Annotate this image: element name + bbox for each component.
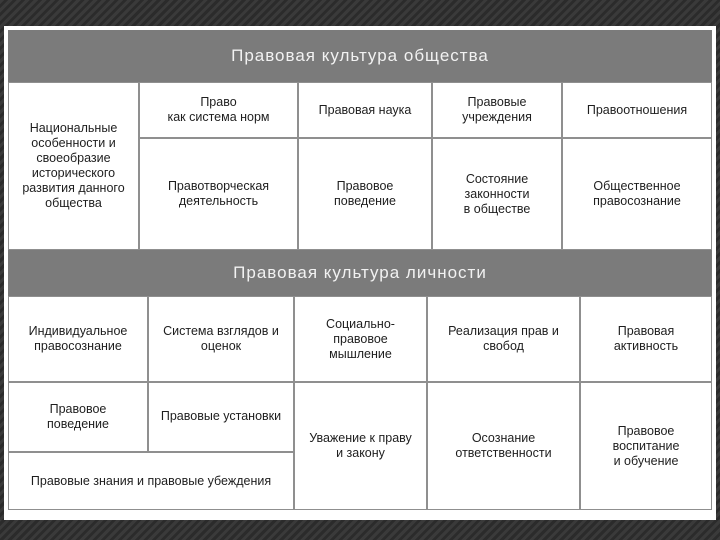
society-header [8, 30, 712, 82]
personality-cell-legal-education: Правовое воспитание и обучение [580, 382, 712, 510]
society-title: Правовая культура общества [231, 46, 489, 65]
society-cell-legal-institutions: Правовые учреждения [432, 82, 562, 138]
personality-cell-responsibility: Осознание ответственности [427, 382, 580, 510]
society-cell-legal-behavior: Правовое поведение [298, 138, 432, 250]
personality-cell-social-legal-thinking: Социально- правовое мышление [294, 296, 427, 382]
society-cell-law-norms: Право как система норм [139, 82, 298, 138]
personality-title: Правовая культура личности [233, 263, 487, 282]
society-cell-lawmaking: Правотворческая деятельность [139, 138, 298, 250]
national-features-cell: Национальные особенности и своеобразие исторического развития данного общества [8, 82, 139, 250]
society-cell-legality-state: Состояние законности в обществе [432, 138, 562, 250]
society-cell-public-consciousness: Общественное правосознание [562, 138, 712, 250]
personality-cell-respect-for-law: Уважение к праву и закону [294, 382, 427, 510]
legal-culture-diagram [4, 26, 716, 520]
society-cell-legal-science: Правовая наука [298, 82, 432, 138]
personality-cell-views-system: Система взглядов и оценок [148, 296, 294, 382]
society-cell-legal-relations: Правоотношения [562, 82, 712, 138]
personality-cell-legal-activity: Правовая активность [580, 296, 712, 382]
personality-header [8, 250, 712, 296]
personality-cell-rights-realization: Реализация прав и свобод [427, 296, 580, 382]
personality-cell-knowledge-beliefs: Правовые знания и правовые убеждения [8, 452, 294, 510]
personality-cell-legal-behavior: Правовое поведение [8, 382, 148, 452]
personality-cell-legal-attitudes: Правовые установки [148, 382, 294, 452]
personality-cell-individual-consciousness: Индивидуальное правосознание [8, 296, 148, 382]
